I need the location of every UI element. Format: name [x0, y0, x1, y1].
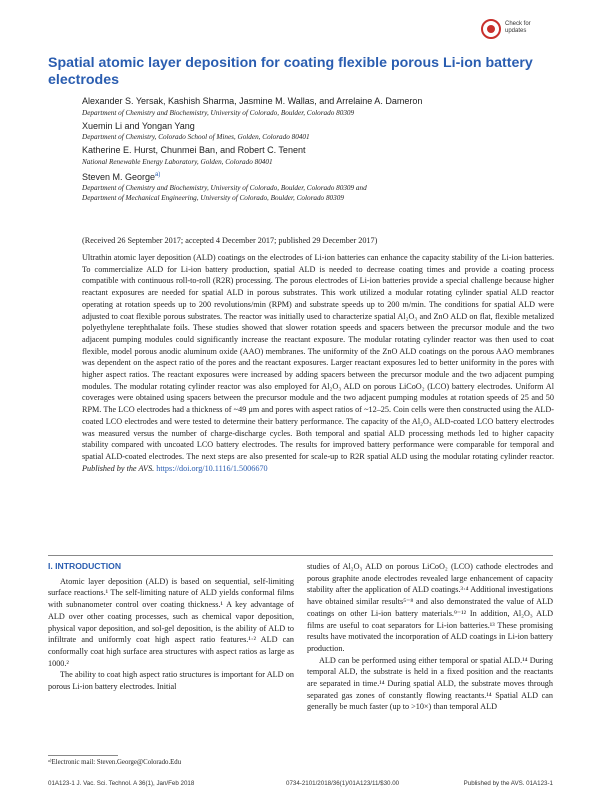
paragraph: The ability to coat high aspect ratio structures is important for ALD on porous Li-ion battery electrodes. Initial [48, 670, 294, 692]
footer-publisher: Published by the AVS. 01A123-1 [463, 780, 553, 787]
received-dates: (Received 26 September 2017; accepted 4 December 2017; published 29 December 2017) [82, 236, 378, 245]
footnote: ᵃ⁾Electronic mail: Steven.George@Colorado.Edu [48, 759, 182, 766]
affiliation: Department of Mechanical Engineering, University of Colorado, Boulder, Colorado 80309 [82, 194, 344, 202]
footnote-mark[interactable]: a) [155, 171, 161, 178]
author-block [82, 96, 552, 206]
affiliation: Department of Chemistry, Colorado School of Mines, Golden, Colorado 80401 [82, 133, 310, 141]
author-name: Steven M. George [82, 171, 156, 182]
article-title: Spatial atomic layer deposition for coating flexible porous Li-ion battery electrodes [48, 55, 533, 88]
right-column [307, 561, 553, 713]
author-group [82, 96, 552, 118]
author-names [82, 170, 552, 184]
badge-text: Check for updates [505, 21, 531, 34]
author-group [82, 145, 552, 167]
paragraph: Atomic layer deposition (ALD) is based on sequential, self-limiting surface reactions.¹ The self-limiting nature of ALD yields conformal films with subnanometer control over coating thickness.¹ A key advantage of ALD over other coating processes, such as chemical vapor deposition, physical vapor deposition, and sol-gel deposition, is the ability of ALD to infiltrate and uniformly coat high aspect ratio features.¹·² ALD can conformally coat high surface area structures with aspect ratios as large as 1000.² [48, 576, 294, 668]
author-names: Xuemin Li and Yongan Yang [82, 120, 195, 131]
author-names: Alexander S. Yersak, Kashish Sharma, Jasmine M. Wallas, and Arrelaine A. Dameron [82, 96, 423, 106]
paragraph: ALD can be performed using either temporal or spatial ALD.¹⁴ During temporal ALD, the substrate is held in a fixed position and the reactants are separated in time.¹⁴ During spatial ALD, the substrate moves through separated gas zones of constantly flowing reactants.¹⁴ Spatial ALD can generally be much faster (up to >10×) than temporal ALD [307, 655, 553, 712]
publisher-note: Published by the AVS. [82, 463, 155, 473]
author-group [82, 170, 552, 204]
affiliation: National Renewable Energy Laboratory, Golden, Colorado 80401 [82, 157, 273, 166]
affiliation: Department of Chemistry and Biochemistry, University of Colorado, Boulder, Colorado 80309 [82, 108, 355, 117]
footer-journal: 01A123-1 J. Vac. Sci. Technol. A 36(1), Jan/Feb 2018 [48, 780, 195, 787]
abstract [82, 252, 554, 474]
footer-issn: 0734-2101/2018/36(1)/01A123/11/$30.00 [286, 780, 400, 787]
section-divider [48, 555, 553, 556]
left-column [48, 561, 294, 693]
check-updates-icon [481, 19, 501, 39]
abstract-text: Ultrathin atomic layer deposition (ALD) coatings on the electrodes of Li-ion batteries can enhance the capacity stability of the Li-ion batteries. To commercialize ALD for Li-ion battery production, spatial ALD is needed to decrease coating times and provide a coating process compatible with continuous roll-to-roll (R2R) processing. The porous electrodes of Li-ion batteries provide a special challenge because higher reactant exposures are needed for spatial ALD in porous substrates. This work utilized a modular rotating cylinder spatial ALD reactor operating at rotation speeds up to 200 revolutions/min (RPM) and substrate speeds up to 200 m/min. The conditions for spatial ALD were adjusted to coat flexible porous substrates. The reactor was initially used to characterize spatial Al₂O₃ and ZnO ALD on flat, flexible metalized polyethylene terephthalate foils. These studies showed that slower rotation speeds and spacers between the precursor module and the two adjacent pumping modules could significantly increase the reactant exposure. The modular rotating cylinder reactor was then used to coat flexible, model porous anodic aluminum oxide (AAO) membranes. The uniformity of the ZnO ALD coatings on the porous AAO membranes was dependent on the aspect ratio of the pores and the reactant exposures. Larger reactant exposures led to better uniformity in the pores with higher aspect ratios. The reactant exposures were increased by adding spacers between the precursor module and the two adjacent pumping modules. The modular rotating cylinder reactor was also employed for Al₂O₃ ALD on porous LiCoO₂ (LCO) battery electrodes. Uniform Al coverages were obtained using spacers between the precursor module and the two adjacent pumping modules at rotation speeds of 25 and 50 RPM. The LCO electrodes had a thickness of ~49 μm and pores with aspect ratios of ~12–25. Coin cells were then constructed using the ALD-coated LCO electrodes and were tested to determine their battery performance. The capacity of the Al₂O₃ ALD-coated LCO battery electrodes was measured versus the number of charge-discharge cycles. Both temporal and spatial ALD processing methods led to higher capacity stability compared with uncoated LCO battery electrodes. The results for improved battery performance were comparable for temporal and spatial ALD-coated electrodes. The next steps are also presented for scale-up to R2R spatial ALD using the modular rotating cylinder reactor. [82, 253, 554, 461]
check-for-updates-badge[interactable] [481, 18, 541, 42]
footnote-divider [48, 755, 118, 756]
affiliation: Department of Chemistry and Biochemistry, University of Colorado, Boulder, Colorado 80309 and [82, 184, 367, 192]
author-names: Katherine E. Hurst, Chunmei Ban, and Robert C. Tenent [82, 145, 306, 155]
paragraph: studies of Al₂O₃ ALD on porous LiCoO₂ (LCO) cathode electrodes and porous graphite anode electrodes revealed large enhancement of capacity stability after the application of ALD coatings.³·⁴ Additional investigations have obtained similar results⁵⁻⁸ and also demonstrated the value of ALD coatings on other Li-ion battery materials.⁹⁻¹² In addition, Al₂O₃ ALD films are useful to coat separators for Li-ion batteries.¹³ These promising results have motivated the incorporation of ALD coatings in Li-ion battery production. [307, 562, 553, 653]
author-group [82, 121, 552, 143]
section-heading: I. INTRODUCTION [48, 561, 122, 571]
doi-link[interactable]: https://doi.org/10.1116/1.5006670 [156, 463, 268, 473]
